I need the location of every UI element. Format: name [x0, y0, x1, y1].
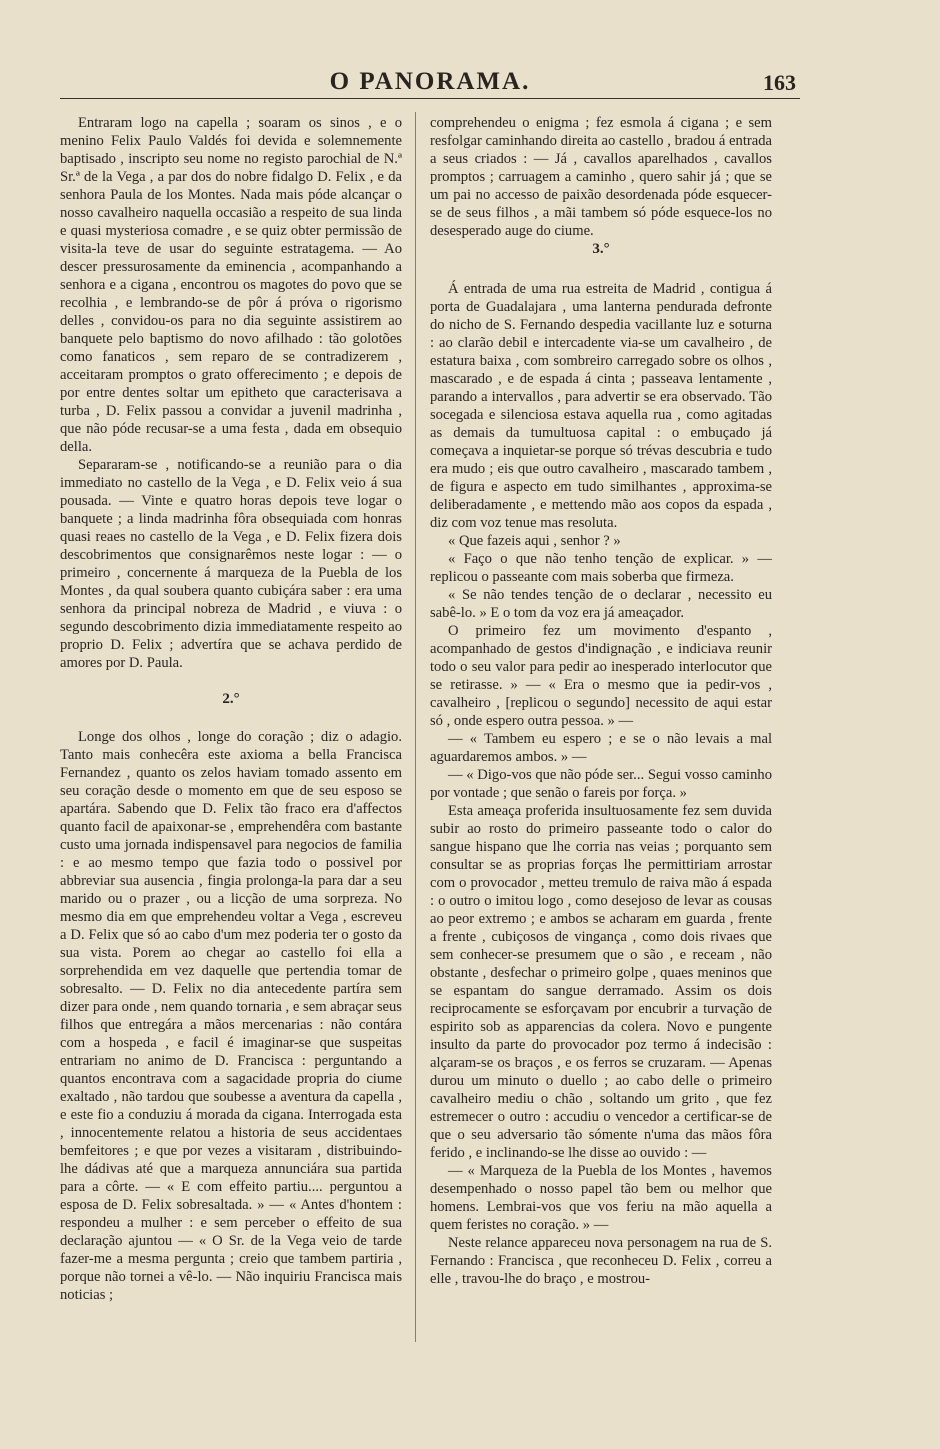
column-divider: [415, 112, 416, 1342]
paragraph: « Que fazeis aqui , senhor ? »: [448, 533, 621, 549]
page-header: [60, 66, 800, 99]
paragraph: — « Digo-vos que não póde ser... Segui vosso caminho por vontade ; que senão o fareis por força. »: [430, 767, 772, 801]
right-column: [430, 114, 772, 1288]
section-heading: 3.°: [592, 241, 610, 257]
paragraph: comprehendeu o enigma ; fez esmola á cigana ; e sem resfolgar caminhando direita ao castello , bradou á entrada a seus criados : — Já , cavallos aparelhados , cavallos promptos ; carruagem a caminho , quero sahir já ; que se um pai no accesso de paixão desordenada póde esquecer-se de seus filhos , a mãi tambem só póde esquece-los no desesperado auge do ciume.: [430, 115, 772, 239]
left-column: [60, 114, 402, 1304]
publication-title: O PANORAMA.: [329, 68, 531, 95]
paragraph: Neste relance appareceu nova personagem na rua de S. Fernando : Francisca , que reconheceu D. Felix , correu a elle , travou-lhe do braço , e mostrou-: [430, 1235, 772, 1287]
section-heading: 2.°: [222, 691, 240, 707]
paragraph: — « Tambem eu espero ; e se o não levais a mal aguardaremos ambos. » —: [430, 731, 772, 765]
paragraph: « Se não tendes tenção de o declarar , necessito eu sabê-lo. » E o tom da voz era já ameaçador.: [430, 587, 772, 621]
paragraph: Separaram-se , notificando-se a reunião para o dia immediato no castello de la Vega , e D. Felix veio á sua pousada. — Vinte e quatro horas depois teve logar o banquete ; a linda madrinha fôra obsequiada com honras quasi reaes no castello de la Vega , e D. Felix fizera dois descobrimentos que consignarêmos neste logar : — o primeiro , concernente á marqueza de la Puebla de los Montes , da qual soubera quanto cubiçára saber : era uma senhora da principal nobreza de Madrid , e viuva : o segundo descobrimento dizia immediatamente respeito ao proprio D. Felix ; advertíra que se achava perdido de amores por D. Paula.: [60, 457, 402, 671]
paragraph: — « Marqueza de la Puebla de los Montes , havemos desempenhado o nosso papel tão bem ou melhor que homens. Lembrai-vos que vos feriu na mão aquella a quem feristes no coração. » —: [430, 1163, 772, 1233]
page-number: 163: [763, 70, 796, 95]
paragraph: « Faço o que não tenho tenção de explicar. » — replicou o passeante com mais soberba que firmeza.: [430, 551, 772, 585]
paragraph: Á entrada de uma rua estreita de Madrid , contigua á porta de Guadalajara , uma lanterna pendurada defronte do nicho de S. Fernando despedia vacillante luz e soturna : ao clarão debil e intercadente via-se um cavalheiro , de estatura baixa , com sombreiro carregado sobre os olhos , mascarado , e de espada á cinta ; passeava lentamente , parando a intervallos , para advertir se era observado. Tão socegada e silenciosa estava aquella rua , como agitadas as demais da tumultuosa capital : o embuçado já começava a inquietar-se porque só trévas descubria e tudo era mudo ; eis que outro cavalheiro , mascarado tambem , de figura e aspecto em tudo similhantes , approxima-se deliberadamente , e mettendo mão aos copos da espada , diz com voz tenue mas resoluta.: [430, 281, 772, 531]
paragraph: Esta ameaça proferida insultuosamente fez sem duvida subir ao rosto do primeiro passeante todo o calor do sangue hispano que lhe corria nas veias ; porquanto sem consultar se as proprias forças lhe permittiriam arrostar com o provocador , metteu tremulo de raiva mão á espada : o outro o imitou logo , como desejoso de levar as cousas ao peor extremo ; e ambos se acharam em guarda , frente a frente , cubiçosos de vingança , como dois rivaes que sem conhecer-se presumem que o são , e receam , não obstante , desfechar o primeiro golpe , quaes meninos que se espantam do sangue derramado. Assim os dois reciprocamente se esforçavam por encubrir a turvação de espirito sob as apparencias da colera. Novo e pungente insulto da parte do provocador poz termo á indecisão : alçaram-se os braços , e os ferros se cruzaram. — Apenas durou um minuto o duello ; ao cabo delle o primeiro cavalheiro mediu o chão , soltando um grito , que fez estremecer o outro : accudiu o vencedor a certificar-se de que o seu adversario tão sómente n'uma das mãos fôra ferido , e inclinando-se lhe disse ao ouvido : —: [430, 803, 772, 1161]
paragraph: Entraram logo na capella ; soaram os sinos , e o menino Felix Paulo Valdés foi devida e solemnemente baptisado , inscripto seu nome no registo parochial de N.ª Sr.ª de la Vega , a par dos do nobre fidalgo D. Felix , e da senhora Paula de los Montes. Nada mais póde alcançar o nosso cavalheiro naquella occasião a respeito de sua linda e quasi mysteriosa comadre , e se quiz obter permissão de visita-la teve de usar do seguinte estratagema. — Ao descer pressurosamente da eminencia , acompanhando a senhora e a cigana , encontrou os magotes do povo que se recolhia , e lembrando-se de pôr á próva o rigorismo delles , convidou-os para no dia seguinte assistirem ao banquete pelo baptismo do novo afilhado : tão golotões como fanaticos , sem reparo de se contradizerem , acceitaram promptos o grato offerecimento ; e depois de por entre dentes soltar um epitheto que caracterisava a turba , D. Felix passou a convidar a juvenil madrinha , que não póde recusar-se a uma festa , dada em obsequio della.: [60, 115, 402, 455]
paragraph: O primeiro fez um movimento d'espanto , acompanhado de gestos d'indignação , e indiciava reunir todo o seu valor para pedir ao inesperado interlocutor que se retirasse. » — « Era o mesmo que ia pedir-vos , cavalheiro , [replicou o segundo] necessito de aqui estar só , onde espero outra pessoa. » —: [430, 623, 772, 729]
paragraph: Longe dos olhos , longe do coração ; diz o adagio. Tanto mais conhecêra este axioma a bella Francisca Fernandez , quanto os zelos haviam tomado assento em seu coração desde o momento em que de seu esposo se apartára. Sabendo que D. Felix tão fraco era d'affectos quanto facil de apaixonar-se , emprehendêra com bastante custo uma jornada indispensavel para negocios de familia : e ao mesmo tempo que fazia todo o possivel por abbreviar sua ausencia , fingia prolonga-la para dar a seu marido ou o prazer , ou a licção de uma sorpreza. No mesmo dia em que emprehendeu voltar a Vega , escreveu a D. Felix que só ao cabo d'um mez poderia ter o gosto da sua vista. Porem ao chegar ao castello foi ella a sorprehendida em vez daquelle que pertendia tomar de sobresalto. — D. Felix no dia antecedente partíra sem dizer para onde , nem quando tornaria , e sem abraçar seus filhos que entregára a mãos mercenarias : não contára com a hospeda , e facil é imaginar-se que suspeitas entrariam no animo de D. Francisca : perguntando a quantos encontrava com a sagacidade propria do ciume exaltado , não tardou que soubesse a aventura da capella , e este fio a conduziu á morada da cigana. Interrogada esta , innocentemente relatou a historia de seus accidentaes bemfeitores ; e que por vezes a visitaram , distribuindo-lhe dádivas até que a marqueza annunciára sua partida para a côrte. — « E com effeito partiu.... perguntou a esposa de D. Felix sobresaltada. » — « Antes d'hontem : respondeu a mulher : e sem perceber o effeito de sua declaração ajuntou — « O Sr. de la Vega veio de tarde fazer-me a mesma pergunta ; creio que tambem partiria , porque não tornei a vê-lo. — Não inquiriu Francisca mais noticias ;: [60, 729, 402, 1303]
